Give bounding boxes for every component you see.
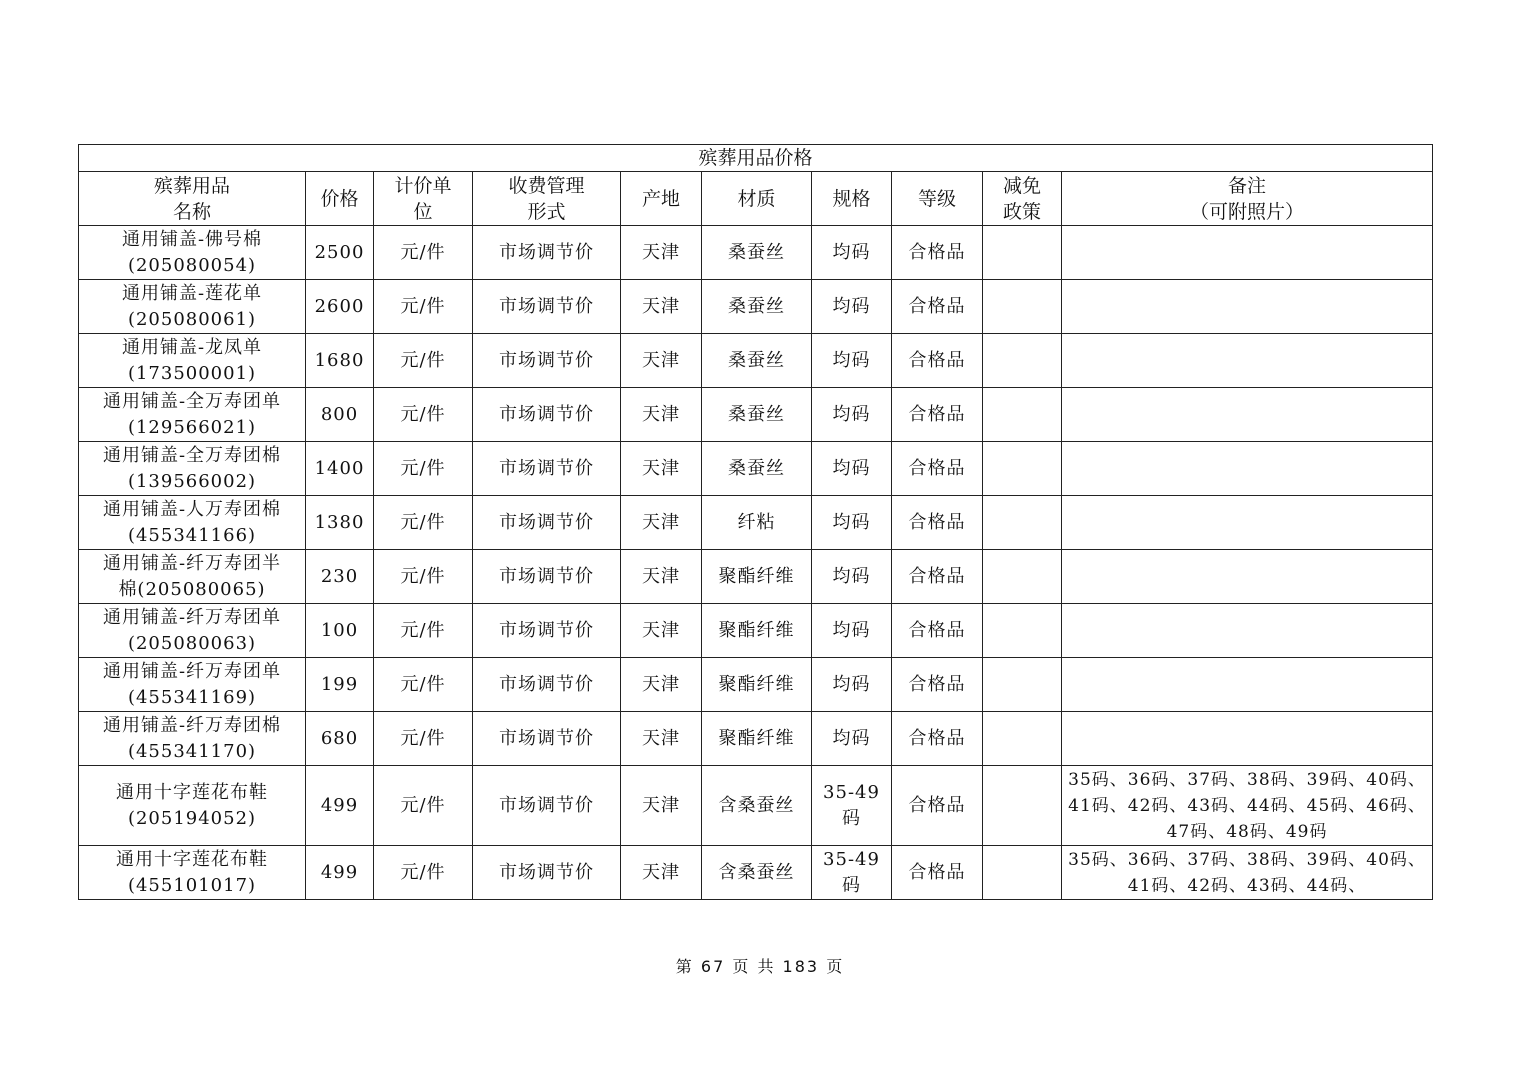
cell-waiver — [983, 846, 1062, 900]
header-price: 价格 — [306, 172, 374, 226]
cell-note — [1062, 604, 1433, 658]
cell-grade: 合格品 — [892, 712, 983, 766]
cell-spec: 均码 — [812, 388, 892, 442]
page-footer — [0, 954, 1520, 977]
cell-waiver — [983, 388, 1062, 442]
cell-origin: 天津 — [621, 712, 702, 766]
footer-mid: 页 共 — [732, 957, 776, 976]
header-note: 备注 （可附照片） — [1062, 172, 1433, 226]
cell-price: 100 — [306, 604, 374, 658]
cell-spec: 均码 — [812, 658, 892, 712]
table-row — [79, 550, 1433, 604]
cell-name: 通用铺盖-全万寿团单 (129566021) — [79, 388, 306, 442]
cell-grade: 合格品 — [892, 226, 983, 280]
cell-unit: 元/件 — [374, 442, 473, 496]
cell-unit: 元/件 — [374, 226, 473, 280]
cell-price: 1400 — [306, 442, 374, 496]
cell-name: 通用铺盖-全万寿团棉 (139566002) — [79, 442, 306, 496]
cell-material: 聚酯纤维 — [702, 712, 812, 766]
cell-waiver — [983, 496, 1062, 550]
cell-origin: 天津 — [621, 280, 702, 334]
cell-origin: 天津 — [621, 658, 702, 712]
table-row — [79, 604, 1433, 658]
cell-waiver — [983, 226, 1062, 280]
cell-material: 含桑蚕丝 — [702, 846, 812, 900]
table-body — [79, 226, 1433, 900]
cell-fee-form: 市场调节价 — [473, 388, 621, 442]
cell-note — [1062, 442, 1433, 496]
table-row — [79, 712, 1433, 766]
cell-note — [1062, 658, 1433, 712]
cell-note: 35码、36码、37码、38码、39码、40码、41码、42码、43码、44码、45码、46码、47码、48码、49码 — [1062, 766, 1433, 846]
cell-fee-form: 市场调节价 — [473, 496, 621, 550]
cell-fee-form: 市场调节价 — [473, 550, 621, 604]
cell-price: 2600 — [306, 280, 374, 334]
cell-fee-form: 市场调节价 — [473, 712, 621, 766]
header-spec: 规格 — [812, 172, 892, 226]
cell-fee-form: 市场调节价 — [473, 846, 621, 900]
cell-price: 499 — [306, 846, 374, 900]
footer-suffix: 页 — [826, 957, 845, 976]
cell-material: 聚酯纤维 — [702, 550, 812, 604]
table-row — [79, 280, 1433, 334]
cell-unit: 元/件 — [374, 658, 473, 712]
cell-fee-form: 市场调节价 — [473, 280, 621, 334]
cell-spec: 均码 — [812, 442, 892, 496]
cell-spec: 均码 — [812, 334, 892, 388]
table-row — [79, 496, 1433, 550]
cell-name: 通用铺盖-纤万寿团单 (455341169) — [79, 658, 306, 712]
cell-fee-form: 市场调节价 — [473, 442, 621, 496]
cell-spec: 均码 — [812, 712, 892, 766]
cell-price: 1380 — [306, 496, 374, 550]
cell-spec: 均码 — [812, 280, 892, 334]
cell-fee-form: 市场调节价 — [473, 658, 621, 712]
cell-fee-form: 市场调节价 — [473, 334, 621, 388]
cell-spec: 均码 — [812, 604, 892, 658]
cell-spec: 35-49 码 — [812, 766, 892, 846]
cell-fee-form: 市场调节价 — [473, 604, 621, 658]
cell-price: 2500 — [306, 226, 374, 280]
header-grade: 等级 — [892, 172, 983, 226]
cell-origin: 天津 — [621, 226, 702, 280]
cell-grade: 合格品 — [892, 280, 983, 334]
header-origin: 产地 — [621, 172, 702, 226]
cell-material: 含桑蚕丝 — [702, 766, 812, 846]
cell-grade: 合格品 — [892, 388, 983, 442]
cell-spec: 均码 — [812, 496, 892, 550]
cell-unit: 元/件 — [374, 846, 473, 900]
cell-name: 通用铺盖-纤万寿团棉 (455341170) — [79, 712, 306, 766]
cell-note — [1062, 496, 1433, 550]
cell-waiver — [983, 334, 1062, 388]
cell-material: 桑蚕丝 — [702, 442, 812, 496]
cell-fee-form: 市场调节价 — [473, 226, 621, 280]
cell-origin: 天津 — [621, 766, 702, 846]
table-row — [79, 846, 1433, 900]
cell-material: 聚酯纤维 — [702, 604, 812, 658]
cell-name: 通用铺盖-莲花单 (205080061) — [79, 280, 306, 334]
cell-material: 桑蚕丝 — [702, 388, 812, 442]
cell-unit: 元/件 — [374, 496, 473, 550]
table-row — [79, 388, 1433, 442]
cell-note — [1062, 334, 1433, 388]
table-row — [79, 334, 1433, 388]
cell-origin: 天津 — [621, 550, 702, 604]
table-row — [79, 442, 1433, 496]
header-fee-form: 收费管理 形式 — [473, 172, 621, 226]
cell-name: 通用铺盖-纤万寿团半 棉(205080065) — [79, 550, 306, 604]
cell-origin: 天津 — [621, 334, 702, 388]
cell-waiver — [983, 712, 1062, 766]
cell-material: 纤粘 — [702, 496, 812, 550]
cell-grade: 合格品 — [892, 766, 983, 846]
cell-note — [1062, 280, 1433, 334]
cell-unit: 元/件 — [374, 604, 473, 658]
cell-unit: 元/件 — [374, 766, 473, 846]
cell-unit: 元/件 — [374, 550, 473, 604]
cell-price: 680 — [306, 712, 374, 766]
cell-material: 桑蚕丝 — [702, 280, 812, 334]
cell-name: 通用铺盖-龙凤单 (173500001) — [79, 334, 306, 388]
cell-origin: 天津 — [621, 496, 702, 550]
cell-note — [1062, 226, 1433, 280]
cell-note — [1062, 388, 1433, 442]
cell-unit: 元/件 — [374, 712, 473, 766]
table-row — [79, 226, 1433, 280]
cell-origin: 天津 — [621, 846, 702, 900]
cell-grade: 合格品 — [892, 496, 983, 550]
cell-waiver — [983, 280, 1062, 334]
cell-material: 聚酯纤维 — [702, 658, 812, 712]
cell-waiver — [983, 604, 1062, 658]
cell-name: 通用十字莲花布鞋 (205194052) — [79, 766, 306, 846]
table-title: 殡葬用品价格 — [79, 145, 1433, 172]
cell-grade: 合格品 — [892, 550, 983, 604]
cell-note — [1062, 550, 1433, 604]
header-material: 材质 — [702, 172, 812, 226]
cell-waiver — [983, 658, 1062, 712]
cell-origin: 天津 — [621, 604, 702, 658]
cell-unit: 元/件 — [374, 334, 473, 388]
table-title-row — [79, 145, 1433, 172]
cell-material: 桑蚕丝 — [702, 226, 812, 280]
cell-price: 1680 — [306, 334, 374, 388]
cell-grade: 合格品 — [892, 658, 983, 712]
cell-name: 通用铺盖-人万寿团棉 (455341166) — [79, 496, 306, 550]
cell-price: 800 — [306, 388, 374, 442]
cell-fee-form: 市场调节价 — [473, 766, 621, 846]
header-name: 殡葬用品 名称 — [79, 172, 306, 226]
cell-material: 桑蚕丝 — [702, 334, 812, 388]
cell-price: 199 — [306, 658, 374, 712]
cell-spec: 35-49 码 — [812, 846, 892, 900]
cell-unit: 元/件 — [374, 388, 473, 442]
cell-origin: 天津 — [621, 388, 702, 442]
cell-waiver — [983, 766, 1062, 846]
cell-unit: 元/件 — [374, 280, 473, 334]
cell-grade: 合格品 — [892, 442, 983, 496]
cell-grade: 合格品 — [892, 604, 983, 658]
header-unit: 计价单 位 — [374, 172, 473, 226]
cell-name: 通用铺盖-纤万寿团单 (205080063) — [79, 604, 306, 658]
cell-name: 通用铺盖-佛号棉 (205080054) — [79, 226, 306, 280]
cell-note: 35码、36码、37码、38码、39码、40码、41码、42码、43码、44码、 — [1062, 846, 1433, 900]
cell-grade: 合格品 — [892, 846, 983, 900]
price-table — [78, 144, 1433, 900]
cell-price: 230 — [306, 550, 374, 604]
table-row — [79, 658, 1433, 712]
current-page-number: 67 — [700, 957, 726, 976]
cell-waiver — [983, 442, 1062, 496]
cell-grade: 合格品 — [892, 334, 983, 388]
table-header-row — [79, 172, 1433, 226]
cell-price: 499 — [306, 766, 374, 846]
cell-note — [1062, 712, 1433, 766]
cell-spec: 均码 — [812, 226, 892, 280]
header-waiver: 减免 政策 — [983, 172, 1062, 226]
footer-prefix: 第 — [675, 957, 694, 976]
cell-spec: 均码 — [812, 550, 892, 604]
cell-name: 通用十字莲花布鞋 (455101017) — [79, 846, 306, 900]
cell-origin: 天津 — [621, 442, 702, 496]
table-row — [79, 766, 1433, 846]
cell-waiver — [983, 550, 1062, 604]
total-pages-number: 183 — [782, 957, 820, 976]
